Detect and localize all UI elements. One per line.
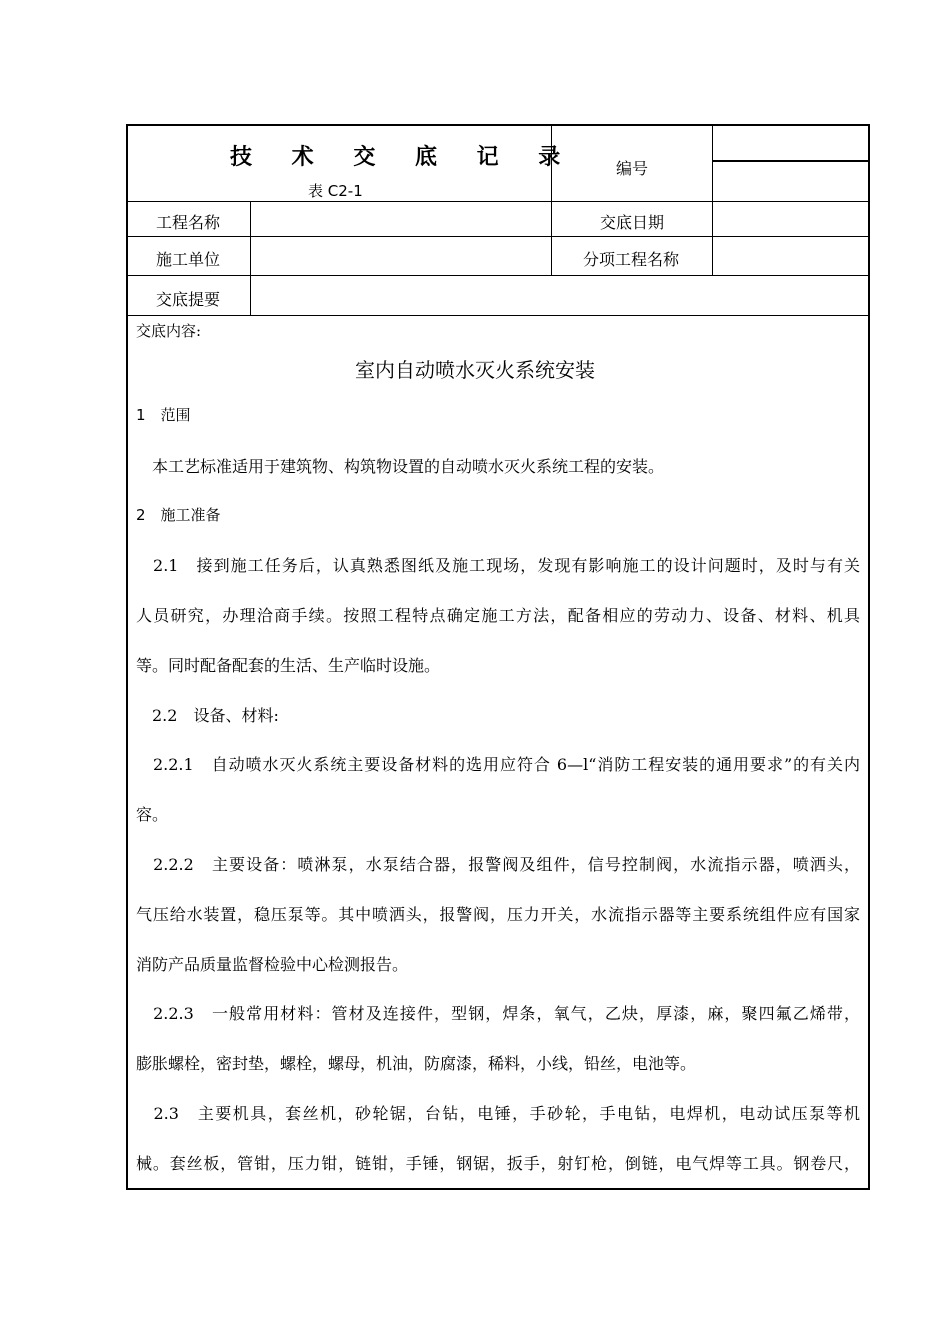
- date-field[interactable]: [714, 203, 866, 235]
- form-code: 表 C2-1: [308, 182, 363, 200]
- content-label: 交底内容:: [136, 322, 202, 340]
- project-name-label: 工程名称: [156, 213, 221, 232]
- section-heading: 2 施工准备: [136, 506, 221, 524]
- sub-project-label: 分项工程名称: [583, 250, 680, 269]
- body-line: 容。: [136, 805, 169, 824]
- form-title: 技 术 交 底 记 录: [230, 145, 577, 170]
- body-line: 人员研究，办理洽商手续。按照工程特点确定施工方法，配备相应的劳动力、设备、材料、机具: [136, 606, 860, 625]
- body-line: 2.2.2 主要设备：喷淋泵，水泵结合器，报警阀及组件，信号控制阀，水流指示器，喷洒头，: [136, 855, 860, 874]
- grid-line: [127, 275, 868, 276]
- body-line: 等。同时配备配套的生活、生产临时设施。: [136, 656, 441, 675]
- grid-line: [127, 315, 868, 316]
- number-field-1[interactable]: [714, 127, 866, 159]
- body-line: 2.3 主要机具，套丝机，砂轮锯，台钻，电锤，手砂轮，手电钻，电焊机，电动试压泵等机: [136, 1104, 860, 1123]
- unit-field[interactable]: [252, 238, 550, 274]
- body-line: 膨胀螺栓，密封垫，螺栓，螺母，机油，防腐漆，稀料，小线，铅丝，电池等。: [136, 1054, 697, 1073]
- summary-field[interactable]: [252, 277, 866, 314]
- number-label: 编号: [616, 159, 649, 178]
- body-line: 本工艺标准适用于建筑物、构筑物设置的自动喷水灭火系统工程的安装。: [136, 457, 665, 476]
- body-line: 消防产品质量监督检验中心检测报告。: [136, 955, 409, 974]
- section-heading: 1 范围: [136, 406, 191, 424]
- unit-label: 施工单位: [156, 250, 221, 269]
- grid-line: [127, 201, 868, 202]
- grid-line: [127, 236, 868, 237]
- project-name-field[interactable]: [252, 203, 550, 235]
- body-line: 2.2.1 自动喷水灭火系统主要设备材料的选用应符合 6—l“消防工程安装的通用要求”的有关内: [136, 755, 860, 774]
- body-line: 2.1 接到施工任务后，认真熟悉图纸及施工现场，发现有影响施工的设计问题时，及时与有关: [136, 556, 860, 575]
- body-line: 2.2.3 一般常用材料：管材及连接件，型钢，焊条，氧气，乙炔，厚漆，麻，聚四氟乙烯带，: [136, 1004, 860, 1023]
- grid-line: [712, 125, 713, 275]
- summary-label: 交底提要: [156, 290, 221, 309]
- content-heading: 室内自动喷水灭火系统安装: [355, 358, 595, 382]
- sub-project-field[interactable]: [714, 238, 866, 274]
- grid-line: [250, 202, 251, 315]
- body-line: 气压给水装置，稳压泵等。其中喷洒头，报警阀，压力开关，水流指示器等主要系统组件应有国家: [136, 905, 860, 924]
- date-label: 交底日期: [600, 213, 665, 232]
- body-line: 2.2 设备、材料:: [136, 706, 279, 725]
- grid-line: [713, 160, 868, 162]
- number-field-2[interactable]: [714, 163, 866, 200]
- body-line: 械。套丝板，管钳，压力钳，链钳，手锤，钢锯，扳手，射钉枪，倒链，电气焊等工具。钢卷尺，: [136, 1154, 860, 1173]
